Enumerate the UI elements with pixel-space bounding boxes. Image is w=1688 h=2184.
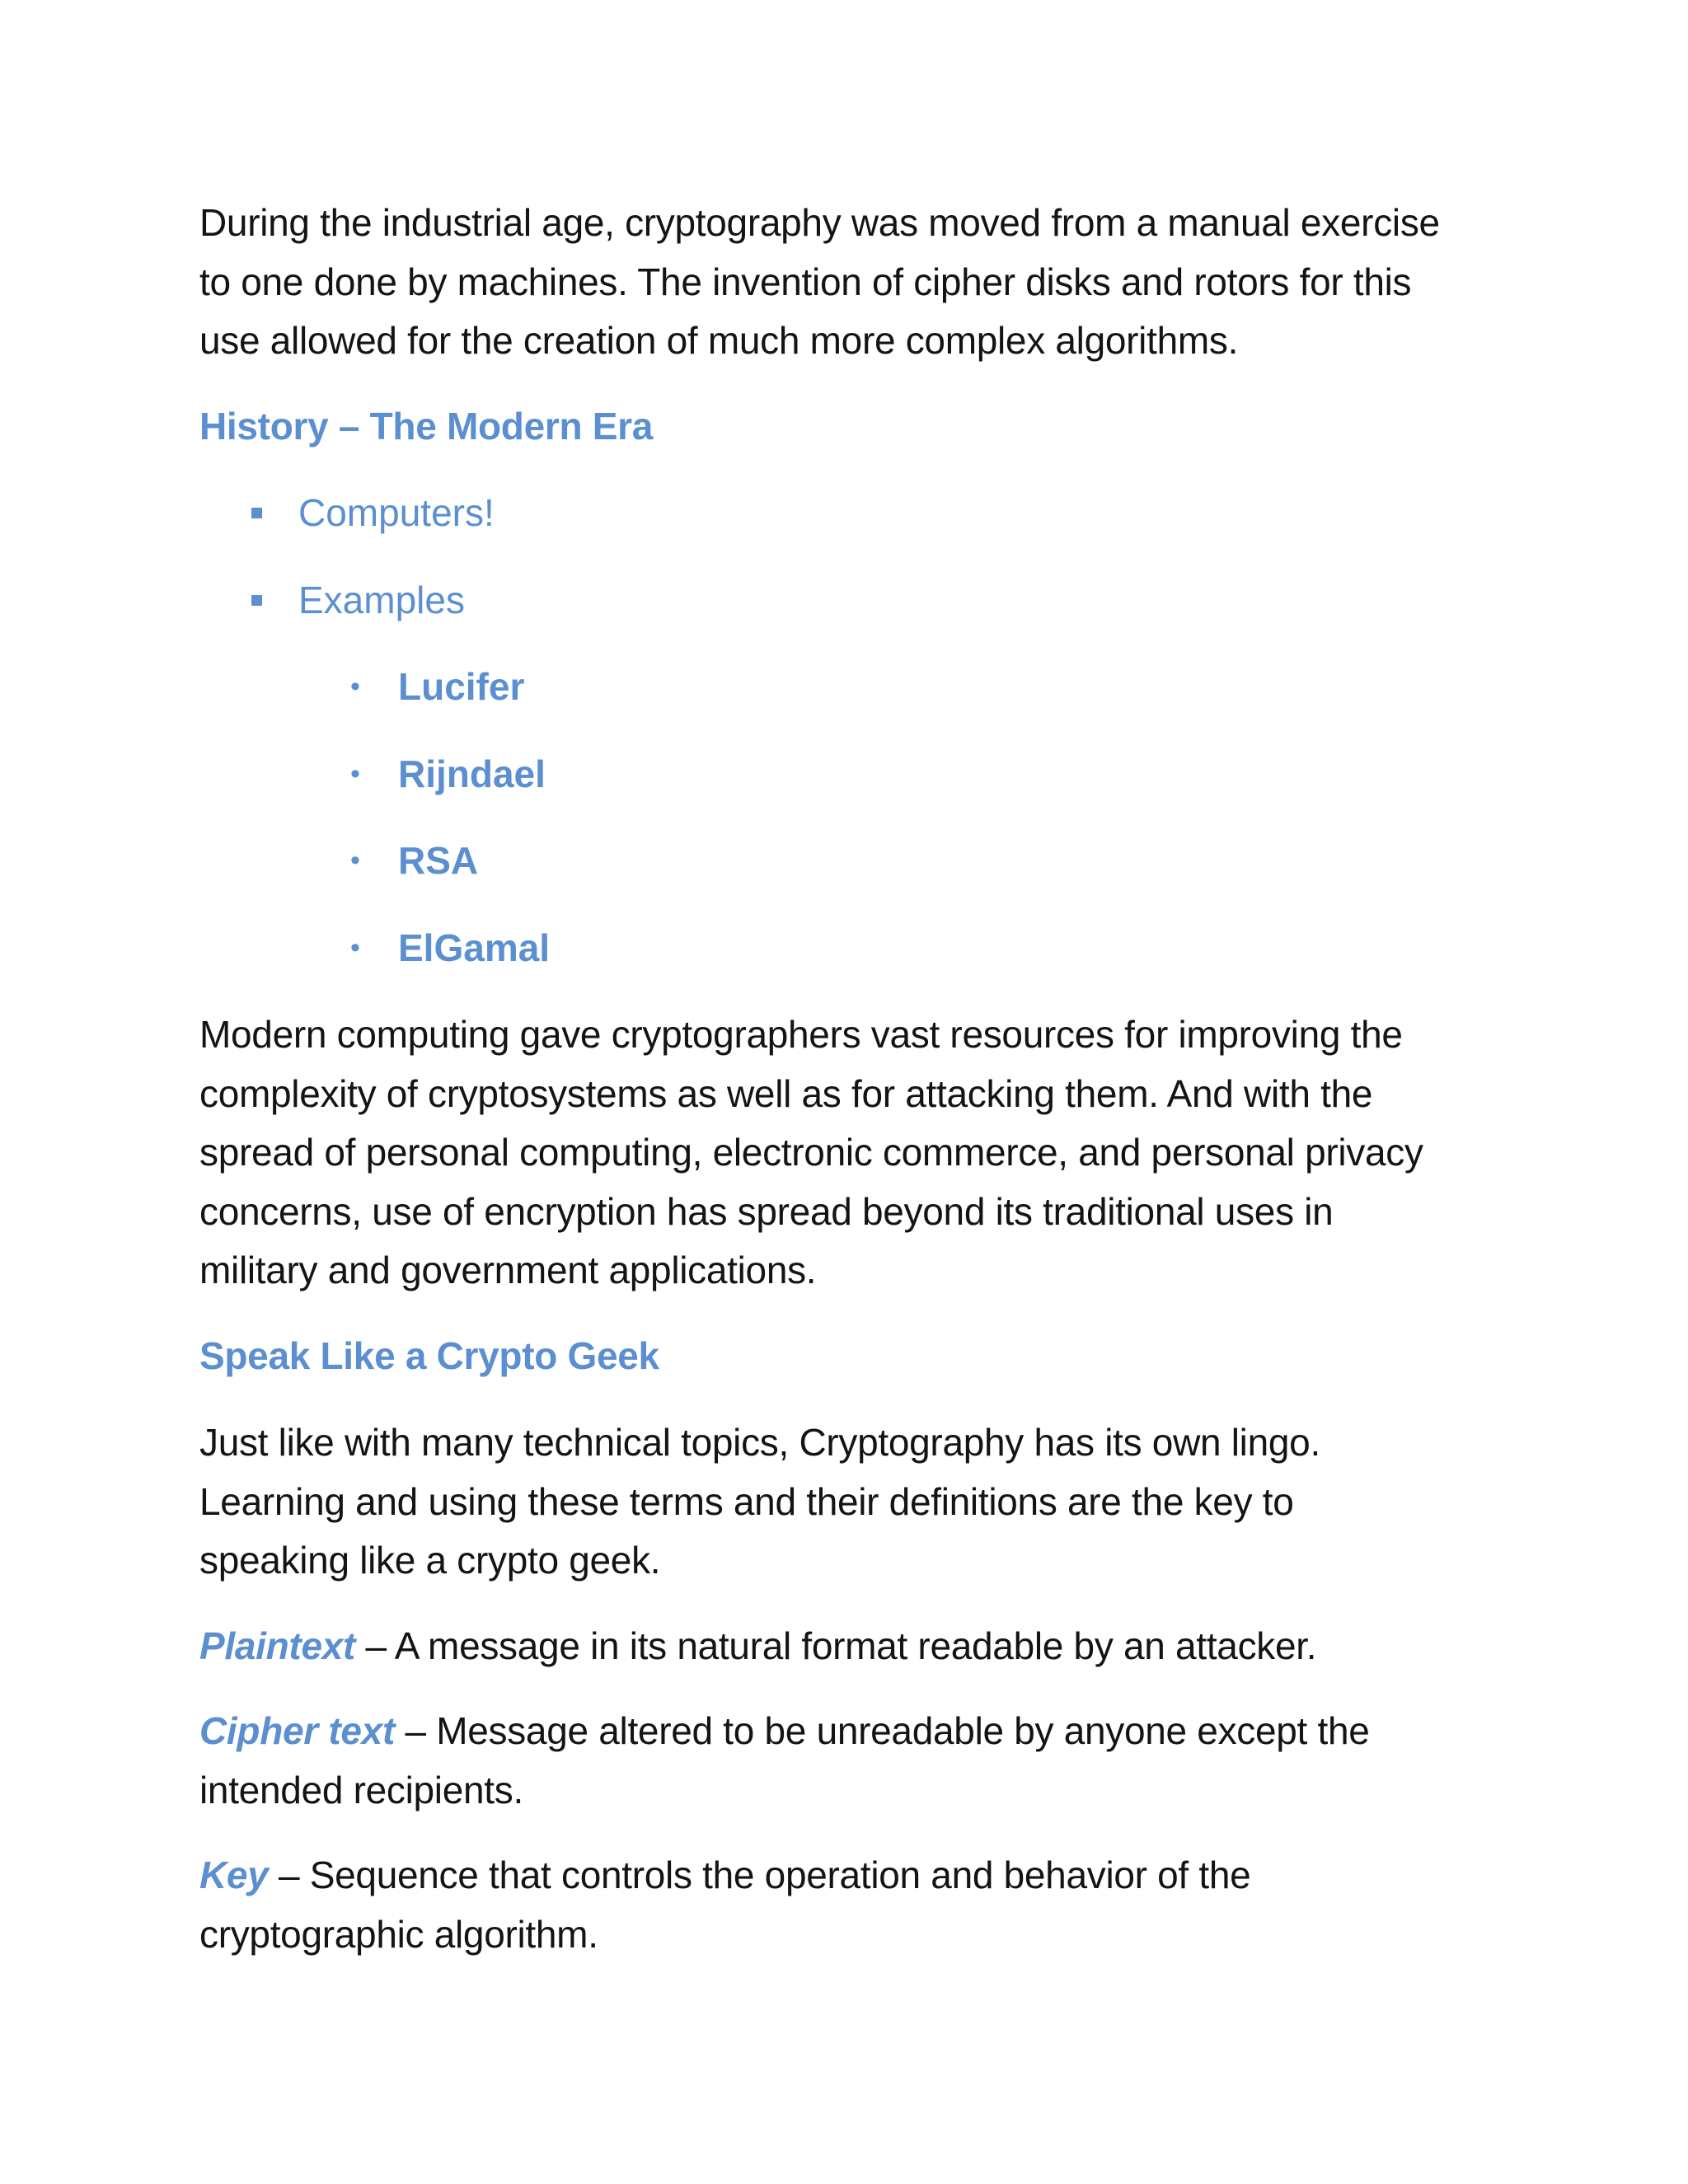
intro-line-2: to one done by machines. The invention of cipher disks and rotors for this xyxy=(199,260,1412,303)
intro-line-1: During the industrial age, cryptography was moved from a manual exercise xyxy=(199,201,1440,244)
lingo-line-2: Learning and using these terms and their definitions are the key to xyxy=(199,1479,1294,1523)
round-bullet-icon: • xyxy=(350,845,360,876)
list-item-label: Computers! xyxy=(298,491,495,534)
round-bullet-icon: • xyxy=(350,671,360,702)
term-key: Key xyxy=(199,1854,269,1896)
section-heading-history: History – The Modern Era xyxy=(199,404,654,448)
list-item-computers xyxy=(199,484,1518,543)
term-plaintext: Plaintext xyxy=(199,1624,356,1667)
lingo-line-1: Just like with many technical topics, Cryptography has its own lingo. xyxy=(199,1421,1320,1464)
document-page xyxy=(199,194,1518,1990)
round-bullet-icon: • xyxy=(350,931,360,963)
sublist-item-rsa xyxy=(199,832,1518,891)
definition-text-continued: intended recipients. xyxy=(199,1768,523,1811)
intro-line-3: use allowed for the creation of much more complex algorithms. xyxy=(199,319,1239,362)
round-bullet-icon: • xyxy=(350,757,360,790)
section-heading-crypto-geek: Speak Like a Crypto Geek xyxy=(199,1333,659,1377)
modern-line-4: concerns, use of encryption has spread beyond its traditional uses in xyxy=(199,1189,1334,1233)
definition-plaintext xyxy=(199,1617,1518,1676)
sublist-item-label: ElGamal xyxy=(398,926,551,969)
intro-paragraph xyxy=(199,194,1518,371)
sublist-item-rijndael xyxy=(199,745,1518,804)
sublist-item-label: RSA xyxy=(398,839,479,882)
definition-text: – A message in its natural format readable by an attacker. xyxy=(355,1624,1317,1667)
sublist-item-lucifer xyxy=(199,658,1518,717)
definition-text: – Message altered to be unreadable by anyone except the xyxy=(394,1709,1370,1752)
list-item-examples xyxy=(199,571,1518,630)
lingo-paragraph xyxy=(199,1413,1518,1591)
modern-line-5: military and government applications. xyxy=(199,1249,817,1291)
list-item-label: Examples xyxy=(298,578,465,621)
modern-line-1: Modern computing gave cryptographers vast resources for improving the xyxy=(199,1013,1403,1056)
modern-line-3: spread of personal computing, electronic commerce, and personal privacy xyxy=(199,1131,1423,1174)
square-bullet-icon xyxy=(251,595,262,606)
definition-key xyxy=(199,1846,1518,1964)
sublist-item-label: Lucifer xyxy=(398,665,525,708)
modern-computing-paragraph xyxy=(199,1005,1518,1301)
sublist-item-label: Rijndael xyxy=(398,752,546,795)
term-cipher-text: Cipher text xyxy=(199,1709,395,1752)
definition-text-continued: cryptographic algorithm. xyxy=(199,1912,598,1956)
definition-text: – Sequence that controls the operation and behavior of the xyxy=(268,1854,1251,1896)
square-bullet-icon xyxy=(251,508,262,518)
sublist-item-elgamal xyxy=(199,919,1518,978)
definition-cipher-text xyxy=(199,1702,1518,1820)
lingo-line-3: speaking like a crypto geek. xyxy=(199,1539,661,1582)
modern-line-2: complexity of cryptosystems as well as for attacking them. And with the xyxy=(199,1071,1373,1115)
